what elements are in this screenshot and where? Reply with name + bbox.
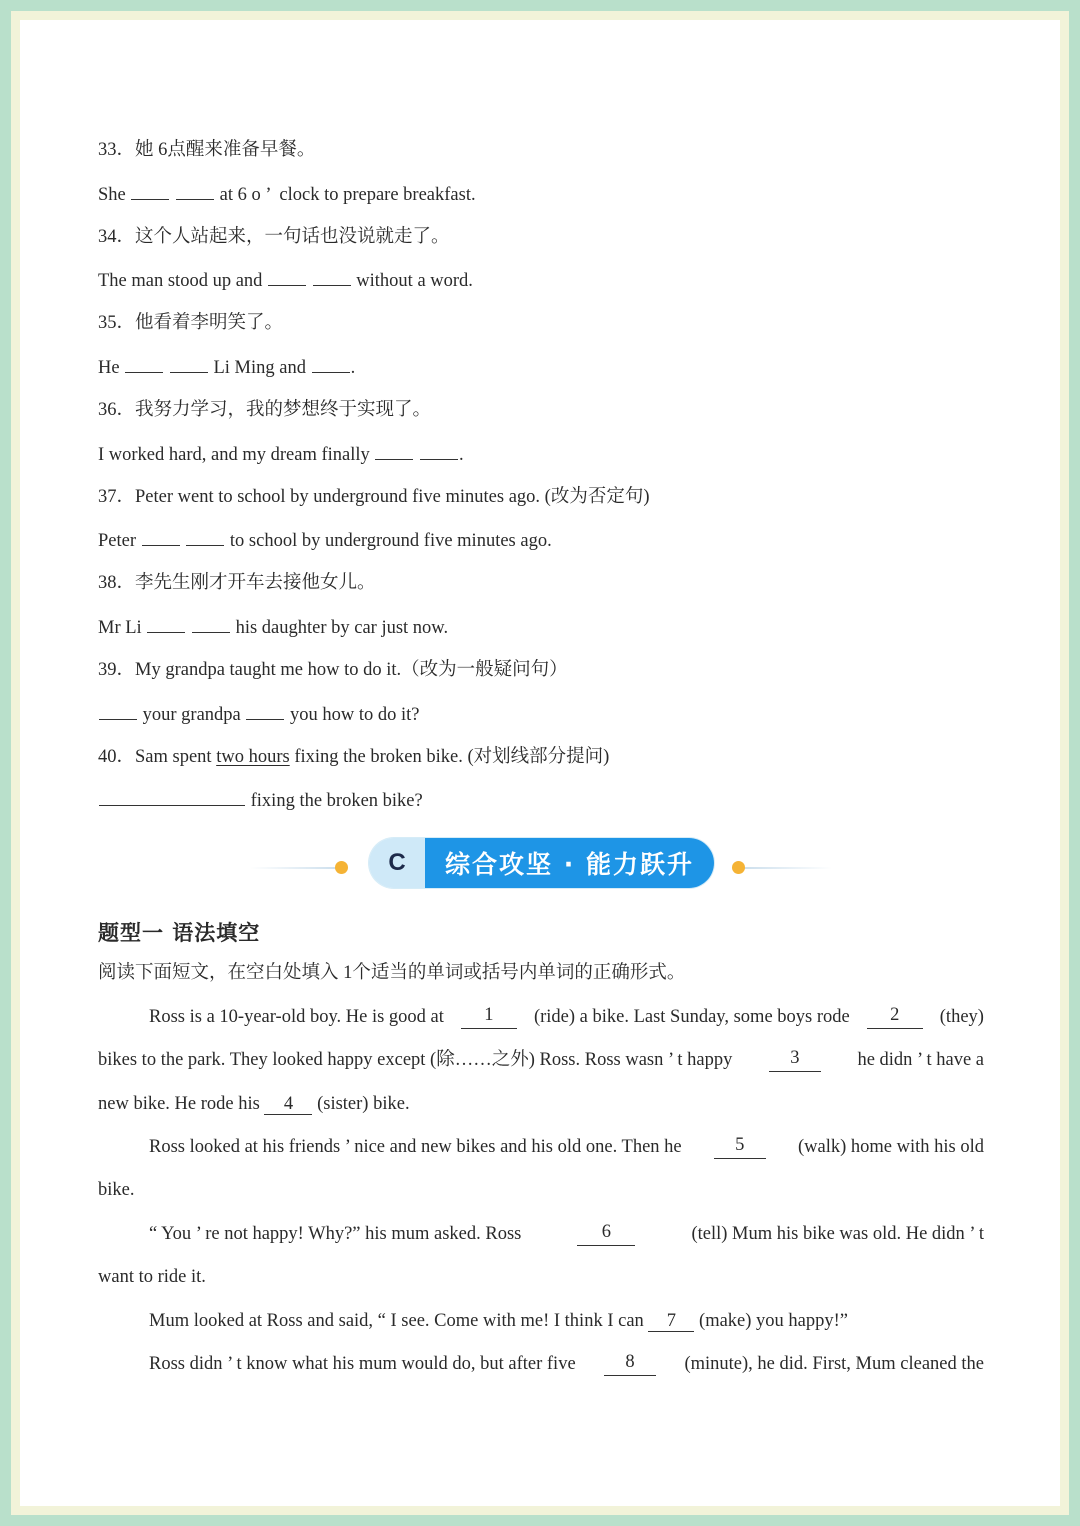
passage-line: Ross looked at his friends ’ nice and new bikes and his old one. Then he 5 (walk) home with his old — [149, 1135, 984, 1157]
answer-blank[interactable] — [192, 615, 230, 633]
answer-blank[interactable] — [312, 355, 350, 373]
question-38-answer: Mr Li his daughter by car just now. — [98, 615, 448, 640]
question-36-prompt: 36．我努力学习，我的梦想终于实现了。 — [98, 400, 432, 420]
question-36-answer: I worked hard, and my dream finally . — [98, 442, 464, 467]
banner-dot-right — [732, 861, 745, 874]
question-40-prompt: 40．Sam spent two hours fixing the broken bike. (对划线部分提问) — [98, 747, 610, 767]
question-35-prompt: 35．他看着李明笑了。 — [98, 313, 284, 333]
answer-blank[interactable] — [142, 528, 180, 546]
question-33-answer: She at 6 o ’ clock to prepare breakfast. — [98, 182, 476, 207]
answer-blank[interactable] — [170, 355, 208, 373]
answer-blank[interactable] — [375, 442, 413, 460]
passage-line: want to ride it. — [98, 1267, 206, 1287]
question-39-answer: your grandpa you how to do it? — [98, 702, 420, 727]
question-40-answer: fixing the broken bike? — [98, 788, 423, 813]
answer-blank[interactable] — [268, 268, 306, 286]
passage-line: Ross didn ’ t know what his mum would do, but after five 8 (minute), he did. First, Mum cleaned the — [149, 1352, 984, 1374]
answer-blank[interactable] — [420, 442, 458, 460]
banner-rule-left — [250, 867, 346, 869]
blank-7[interactable]: 7 — [648, 1311, 694, 1332]
question-37-answer: Peter to school by underground five minutes ago. — [98, 528, 552, 553]
answer-blank[interactable] — [147, 615, 185, 633]
answer-blank[interactable] — [99, 788, 245, 806]
passage-line: Mum looked at Ross and said, “ I see. Come with me! I think I can 7 (make) you happy!” — [149, 1311, 848, 1331]
blank-6[interactable]: 6 — [577, 1222, 635, 1246]
answer-blank[interactable] — [125, 355, 163, 373]
section-heading: 题型一 语法填空 — [98, 920, 261, 945]
question-33-prompt: 33．她 6点醒来准备早餐。 — [98, 140, 316, 160]
question-34-answer: The man stood up and without a word. — [98, 268, 473, 293]
question-37-prompt: 37．Peter went to school by underground five minutes ago. (改为否定句) — [98, 487, 650, 507]
banner-dot-left — [335, 861, 348, 874]
blank-4[interactable]: 4 — [264, 1094, 312, 1115]
blank-1[interactable]: 1 — [461, 1005, 517, 1029]
banner-title: 综合攻坚 · 能力跃升 — [425, 838, 714, 888]
banner-rule-right — [736, 867, 832, 869]
passage-line: bikes to the park. They looked happy except (除……之外) Ross. Ross wasn ’ t happy 3 he didn ’ t have a — [98, 1048, 984, 1070]
question-35-answer: He Li Ming and . — [98, 355, 355, 380]
answer-blank[interactable] — [246, 702, 284, 720]
answer-blank[interactable] — [131, 182, 169, 200]
answer-blank[interactable] — [313, 268, 351, 286]
question-38-prompt: 38．李先生刚才开车去接他女儿。 — [98, 573, 376, 593]
section-instruction: 阅读下面短文，在空白处填入 1个适当的单词或括号内单词的正确形式。 — [98, 963, 686, 983]
passage-line: “ You ’ re not happy! Why?” his mum asked. Ross 6 (tell) Mum his bike was old. He didn ’ t — [149, 1222, 984, 1244]
banner-letter: C — [369, 838, 425, 888]
blank-2[interactable]: 2 — [867, 1005, 923, 1029]
passage-line: Ross is a 10-year-old boy. He is good at 1 (ride) a bike. Last Sunday, some boys rode 2 (they) — [149, 1005, 984, 1027]
blank-3[interactable]: 3 — [769, 1048, 821, 1072]
passage-line: new bike. He rode his 4 (sister) bike. — [98, 1094, 410, 1114]
section-banner — [369, 838, 714, 888]
answer-blank[interactable] — [186, 528, 224, 546]
blank-8[interactable]: 8 — [604, 1352, 656, 1376]
answer-blank[interactable] — [99, 702, 137, 720]
question-34-prompt: 34．这个人站起来，一句话也没说就走了。 — [98, 227, 450, 247]
passage-line: bike. — [98, 1180, 135, 1200]
blank-5[interactable]: 5 — [714, 1135, 766, 1159]
answer-blank[interactable] — [176, 182, 214, 200]
question-39-prompt: 39．My grandpa taught me how to do it.（改为一般疑问句） — [98, 660, 568, 680]
